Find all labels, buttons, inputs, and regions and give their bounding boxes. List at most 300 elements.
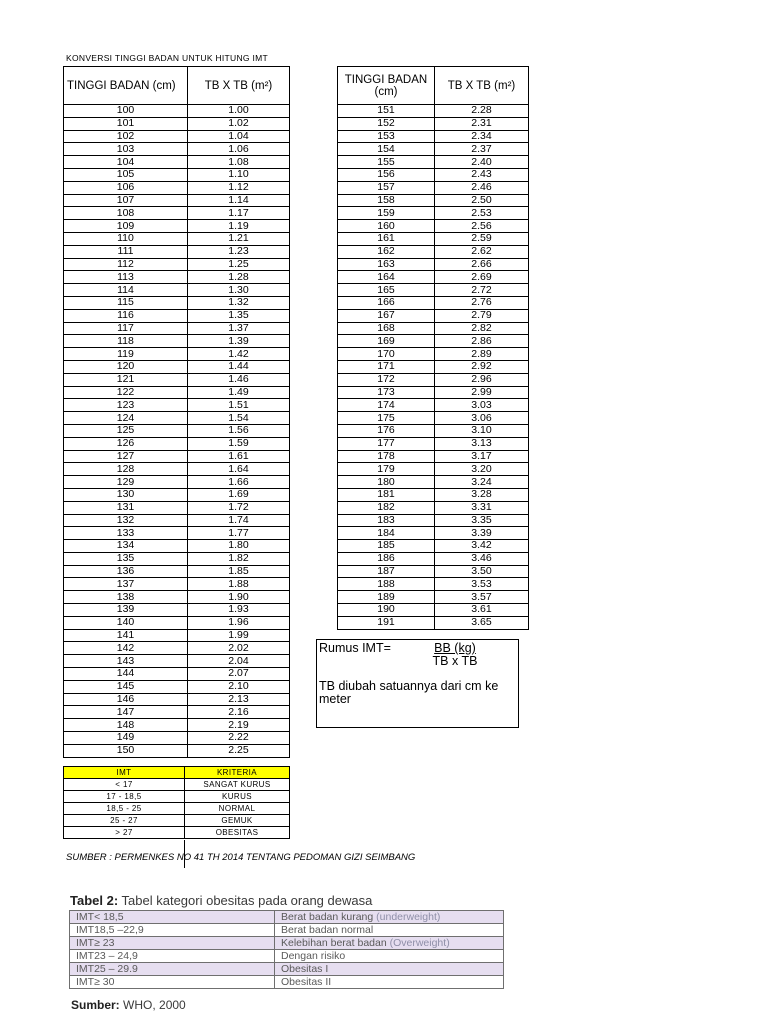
tb-squared-cell: 1.37 — [188, 322, 290, 335]
table-row — [70, 950, 504, 963]
table-row — [64, 779, 290, 791]
height-cell: 166 — [338, 296, 435, 309]
table-row — [338, 156, 529, 169]
table-row — [64, 399, 290, 412]
tb-squared-cell: 1.99 — [188, 629, 290, 642]
tb-squared-cell: 2.72 — [435, 284, 529, 297]
height-cell: 108 — [64, 207, 188, 220]
height-cell: 132 — [64, 514, 188, 527]
table-row — [338, 117, 529, 130]
height-cell: 184 — [338, 527, 435, 540]
height-cell: 145 — [64, 680, 188, 693]
height-cell: 165 — [338, 284, 435, 297]
table-row — [338, 488, 529, 501]
table-row — [338, 527, 529, 540]
table-row — [64, 360, 290, 373]
height-cell: 127 — [64, 450, 188, 463]
table-row — [64, 143, 290, 156]
table-row — [338, 168, 529, 181]
table-row — [338, 450, 529, 463]
tb-squared-cell: 1.28 — [188, 271, 290, 284]
category-text: Kelebihan berat badan — [281, 937, 387, 949]
table-row — [70, 924, 504, 937]
imt-range-cell: 18,5 - 25 — [64, 803, 185, 815]
height-cell: 144 — [64, 668, 188, 681]
tb-squared-cell: 2.07 — [188, 668, 290, 681]
height-cell: 176 — [338, 424, 435, 437]
tb-squared-cell: 1.74 — [188, 514, 290, 527]
table-row — [338, 476, 529, 489]
table-row — [338, 258, 529, 271]
tb-squared-cell: 2.34 — [435, 130, 529, 143]
category-cell — [275, 950, 504, 963]
table-row — [338, 591, 529, 604]
tb-squared-cell: 1.72 — [188, 501, 290, 514]
tb-squared-cell: 3.31 — [435, 501, 529, 514]
table-row — [64, 450, 290, 463]
table-row — [64, 501, 290, 514]
tb-squared-cell: 1.19 — [188, 220, 290, 233]
imt-range-cell: 17 - 18,5 — [64, 791, 185, 803]
table-row — [70, 963, 504, 976]
table-row — [64, 732, 290, 745]
height-cell: 155 — [338, 156, 435, 169]
tb-squared-cell: 1.30 — [188, 284, 290, 297]
table-row — [338, 373, 529, 386]
height-cell: 156 — [338, 168, 435, 181]
table-row — [64, 604, 290, 617]
tb-squared-cell: 1.64 — [188, 463, 290, 476]
tb-squared-cell: 1.17 — [188, 207, 290, 220]
table-row — [64, 791, 290, 803]
height-cell: 179 — [338, 463, 435, 476]
height-cell: 185 — [338, 540, 435, 553]
column-header-height: TINGGI BADAN (cm) — [338, 67, 435, 105]
tb-squared-cell: 1.12 — [188, 181, 290, 194]
table-row — [338, 194, 529, 207]
tb-squared-cell: 1.35 — [188, 309, 290, 322]
height-cell: 101 — [64, 117, 188, 130]
tb-squared-cell: 3.13 — [435, 437, 529, 450]
height-cell: 138 — [64, 591, 188, 604]
table-row — [338, 143, 529, 156]
tb-squared-cell: 2.10 — [188, 680, 290, 693]
tb-squared-cell: 1.96 — [188, 616, 290, 629]
category-cell — [275, 937, 504, 950]
column-header-height: TINGGI BADAN (cm) — [64, 67, 188, 105]
column-header-tb-squared: TB X TB (m²) — [435, 67, 529, 105]
criteria-cell: SANGAT KURUS — [185, 779, 290, 791]
table-row — [64, 245, 290, 258]
tb-squared-cell: 3.50 — [435, 565, 529, 578]
table-row — [338, 309, 529, 322]
height-cell: 188 — [338, 578, 435, 591]
height-cell: 100 — [64, 105, 188, 118]
table-row — [64, 322, 290, 335]
table-row — [338, 232, 529, 245]
table-row — [64, 552, 290, 565]
table-row — [64, 488, 290, 501]
height-cell: 181 — [338, 488, 435, 501]
height-cell: 148 — [64, 719, 188, 732]
table-row — [64, 194, 290, 207]
height-cell: 143 — [64, 655, 188, 668]
table-row — [64, 207, 290, 220]
tb-squared-cell: 1.69 — [188, 488, 290, 501]
height-cell: 175 — [338, 412, 435, 425]
height-cell: 187 — [338, 565, 435, 578]
height-cell: 182 — [338, 501, 435, 514]
tb-squared-cell: 1.25 — [188, 258, 290, 271]
tb-squared-cell: 1.21 — [188, 232, 290, 245]
tb-squared-cell: 1.93 — [188, 604, 290, 617]
height-cell: 147 — [64, 706, 188, 719]
height-cell: 154 — [338, 143, 435, 156]
tb-squared-cell: 2.04 — [188, 655, 290, 668]
tb-squared-cell: 1.54 — [188, 412, 290, 425]
page-title: KONVERSI TINGGI BADAN UNTUK HITUNG IMT — [66, 53, 269, 63]
table-row — [64, 591, 290, 604]
category-text: Berat badan kurang — [281, 911, 374, 923]
tb-squared-cell: 3.39 — [435, 527, 529, 540]
tb-squared-cell: 2.99 — [435, 386, 529, 399]
height-cell: 135 — [64, 552, 188, 565]
height-cell: 191 — [338, 616, 435, 629]
height-cell: 163 — [338, 258, 435, 271]
table-row — [338, 348, 529, 361]
criteria-cell: OBESITAS — [185, 827, 290, 839]
height-cell: 153 — [338, 130, 435, 143]
tb-squared-cell: 2.02 — [188, 642, 290, 655]
tb-squared-cell: 3.42 — [435, 540, 529, 553]
height-cell: 102 — [64, 130, 188, 143]
table-row — [338, 335, 529, 348]
tb-squared-cell: 3.61 — [435, 604, 529, 617]
imt-range-cell: < 17 — [64, 779, 185, 791]
height-cell: 146 — [64, 693, 188, 706]
table-row — [338, 245, 529, 258]
table-row — [70, 911, 504, 924]
tabel2-title-label: Tabel 2: — [70, 893, 119, 908]
height-cell: 125 — [64, 424, 188, 437]
category-english: (Overweight) — [386, 937, 450, 949]
height-cell: 149 — [64, 732, 188, 745]
height-cell: 168 — [338, 322, 435, 335]
height-cell: 120 — [64, 360, 188, 373]
imt-range-cell: IMT< 18,5 — [70, 911, 275, 924]
height-conversion-table-left — [63, 66, 290, 758]
table-row — [64, 693, 290, 706]
tb-squared-cell: 1.59 — [188, 437, 290, 450]
category-cell — [275, 976, 504, 989]
height-cell: 117 — [64, 322, 188, 335]
table-row — [338, 552, 529, 565]
height-cell: 160 — [338, 220, 435, 233]
tb-squared-cell: 3.57 — [435, 591, 529, 604]
height-cell: 186 — [338, 552, 435, 565]
tb-squared-cell: 3.35 — [435, 514, 529, 527]
table-row — [64, 335, 290, 348]
table-row — [64, 424, 290, 437]
table-row — [64, 271, 290, 284]
height-cell: 136 — [64, 565, 188, 578]
height-cell: 129 — [64, 476, 188, 489]
imt-range-cell: > 27 — [64, 827, 185, 839]
imt-header: IMT — [64, 767, 185, 779]
table-row — [338, 386, 529, 399]
table-row — [338, 437, 529, 450]
table-row — [64, 117, 290, 130]
tb-squared-cell: 2.31 — [435, 117, 529, 130]
tb-squared-cell: 1.23 — [188, 245, 290, 258]
height-cell: 123 — [64, 399, 188, 412]
tb-squared-cell: 2.56 — [435, 220, 529, 233]
table-row — [338, 105, 529, 118]
table-row — [64, 642, 290, 655]
height-cell: 172 — [338, 373, 435, 386]
tb-squared-cell: 3.17 — [435, 450, 529, 463]
tb-squared-cell: 1.49 — [188, 386, 290, 399]
height-cell: 177 — [338, 437, 435, 450]
tb-squared-cell: 3.28 — [435, 488, 529, 501]
imt-range-cell: IMT≥ 23 — [70, 937, 275, 950]
formula-denominator: TB x TB — [432, 654, 478, 668]
height-cell: 158 — [338, 194, 435, 207]
tb-squared-cell: 2.66 — [435, 258, 529, 271]
height-cell: 170 — [338, 348, 435, 361]
tb-squared-cell: 2.96 — [435, 373, 529, 386]
tb-squared-cell: 3.03 — [435, 399, 529, 412]
category-cell — [275, 924, 504, 937]
tb-squared-cell: 3.10 — [435, 424, 529, 437]
table-row — [338, 322, 529, 335]
table-row — [338, 412, 529, 425]
height-cell: 139 — [64, 604, 188, 617]
tb-squared-cell: 3.20 — [435, 463, 529, 476]
height-cell: 126 — [64, 437, 188, 450]
table-row — [64, 719, 290, 732]
table-row — [338, 463, 529, 476]
table-row — [64, 527, 290, 540]
table-row — [338, 514, 529, 527]
table-row — [64, 540, 290, 553]
height-conversion-table-right — [337, 66, 529, 630]
table-row — [338, 130, 529, 143]
tb-squared-cell: 1.77 — [188, 527, 290, 540]
imt-header-row — [64, 767, 290, 779]
height-cell: 133 — [64, 527, 188, 540]
table-row — [338, 604, 529, 617]
height-cell: 173 — [338, 386, 435, 399]
table-row — [64, 680, 290, 693]
height-cell: 162 — [338, 245, 435, 258]
height-cell: 141 — [64, 629, 188, 642]
imt-range-cell: IMT≥ 30 — [70, 976, 275, 989]
height-cell: 119 — [64, 348, 188, 361]
tb-squared-cell: 1.14 — [188, 194, 290, 207]
height-cell: 109 — [64, 220, 188, 233]
formula-label: Rumus IMT= — [319, 641, 391, 655]
table-row — [64, 827, 290, 839]
who-obesity-category-table — [69, 910, 504, 989]
source-note: SUMBER : PERMENKES NO 41 TH 2014 TENTANG PEDOMAN GIZI SEIMBANG — [66, 852, 416, 863]
tb-squared-cell: 1.10 — [188, 168, 290, 181]
table-row — [64, 232, 290, 245]
table-row — [338, 578, 529, 591]
height-cell: 190 — [338, 604, 435, 617]
imt-range-cell: IMT25 – 29.9 — [70, 963, 275, 976]
height-cell: 171 — [338, 360, 435, 373]
category-text: Obesitas I — [281, 963, 329, 975]
tb-squared-cell: 1.88 — [188, 578, 290, 591]
table-row — [64, 668, 290, 681]
table-row — [64, 744, 290, 757]
tb-squared-cell: 2.37 — [435, 143, 529, 156]
height-cell: 121 — [64, 373, 188, 386]
tb-squared-cell: 3.65 — [435, 616, 529, 629]
tb-squared-cell: 2.40 — [435, 156, 529, 169]
height-cell: 167 — [338, 309, 435, 322]
tb-squared-cell: 2.22 — [188, 732, 290, 745]
table-row — [64, 130, 290, 143]
height-cell: 183 — [338, 514, 435, 527]
table-row — [64, 309, 290, 322]
criteria-cell: NORMAL — [185, 803, 290, 815]
tb-squared-cell: 2.92 — [435, 360, 529, 373]
table-row — [64, 655, 290, 668]
table-row — [338, 616, 529, 629]
tb-squared-cell: 2.79 — [435, 309, 529, 322]
formula-numerator: BB (kg) — [434, 641, 476, 655]
tb-squared-cell: 1.90 — [188, 591, 290, 604]
table-row — [338, 271, 529, 284]
height-cell: 140 — [64, 616, 188, 629]
table-row — [70, 976, 504, 989]
who-source — [71, 998, 186, 1012]
table-row — [64, 815, 290, 827]
height-cell: 110 — [64, 232, 188, 245]
height-cell: 114 — [64, 284, 188, 297]
table-row — [64, 156, 290, 169]
height-cell: 151 — [338, 105, 435, 118]
imt-range-cell: IMT18,5 –22,9 — [70, 924, 275, 937]
tb-squared-cell: 1.32 — [188, 296, 290, 309]
tb-squared-cell: 1.08 — [188, 156, 290, 169]
table-row — [64, 258, 290, 271]
category-text: Obesitas II — [281, 976, 332, 988]
table-row — [64, 181, 290, 194]
table-row — [64, 476, 290, 489]
formula-note: TB diubah satuannya dari cm ke meter — [319, 679, 499, 706]
height-cell: 169 — [338, 335, 435, 348]
table-row — [338, 399, 529, 412]
height-cell: 116 — [64, 309, 188, 322]
table-row — [64, 616, 290, 629]
height-cell: 159 — [338, 207, 435, 220]
table-row — [64, 105, 290, 118]
tb-squared-cell: 1.44 — [188, 360, 290, 373]
table-row — [64, 514, 290, 527]
tb-squared-cell: 2.19 — [188, 719, 290, 732]
height-cell: 157 — [338, 181, 435, 194]
tb-squared-cell: 2.62 — [435, 245, 529, 258]
height-cell: 112 — [64, 258, 188, 271]
height-cell: 118 — [64, 335, 188, 348]
tb-squared-cell: 2.76 — [435, 296, 529, 309]
criteria-header: KRITERIA — [185, 767, 290, 779]
tb-squared-cell: 1.66 — [188, 476, 290, 489]
table-row — [64, 578, 290, 591]
criteria-cell: KURUS — [185, 791, 290, 803]
height-cell: 178 — [338, 450, 435, 463]
imt-formula-box — [316, 639, 519, 728]
table-row — [338, 424, 529, 437]
tb-squared-cell: 2.86 — [435, 335, 529, 348]
height-cell: 134 — [64, 540, 188, 553]
category-text: Dengan risiko — [281, 950, 346, 962]
table-row — [64, 220, 290, 233]
tabel2-title — [70, 893, 372, 908]
height-cell: 164 — [338, 271, 435, 284]
tb-squared-cell: 2.59 — [435, 232, 529, 245]
tb-squared-cell: 3.06 — [435, 412, 529, 425]
tb-squared-cell: 1.06 — [188, 143, 290, 156]
height-cell: 122 — [64, 386, 188, 399]
category-cell — [275, 911, 504, 924]
table-row — [338, 360, 529, 373]
tb-squared-cell: 3.53 — [435, 578, 529, 591]
height-cell: 152 — [338, 117, 435, 130]
imt-range-cell: IMT23 – 24,9 — [70, 950, 275, 963]
category-text: Berat badan normal — [281, 924, 374, 936]
height-cell: 105 — [64, 168, 188, 181]
tb-squared-cell: 3.24 — [435, 476, 529, 489]
height-cell: 113 — [64, 271, 188, 284]
height-cell: 107 — [64, 194, 188, 207]
table-row — [64, 565, 290, 578]
height-cell: 115 — [64, 296, 188, 309]
height-cell: 131 — [64, 501, 188, 514]
height-cell: 130 — [64, 488, 188, 501]
table-row — [338, 220, 529, 233]
tb-squared-cell: 1.51 — [188, 399, 290, 412]
height-cell: 106 — [64, 181, 188, 194]
tb-squared-cell: 2.50 — [435, 194, 529, 207]
who-source-text: WHO, 2000 — [119, 998, 186, 1012]
height-cell: 150 — [64, 744, 188, 757]
tb-squared-cell: 2.46 — [435, 181, 529, 194]
height-cell: 174 — [338, 399, 435, 412]
tb-squared-cell: 2.13 — [188, 693, 290, 706]
table-row — [338, 565, 529, 578]
column-header-tb-squared: TB X TB (m²) — [188, 67, 290, 105]
table-row — [64, 706, 290, 719]
tb-squared-cell: 3.46 — [435, 552, 529, 565]
table-row — [64, 386, 290, 399]
tb-squared-cell: 1.85 — [188, 565, 290, 578]
height-cell: 111 — [64, 245, 188, 258]
height-cell: 137 — [64, 578, 188, 591]
height-cell: 104 — [64, 156, 188, 169]
tb-squared-cell: 2.43 — [435, 168, 529, 181]
table-row — [338, 207, 529, 220]
height-cell: 103 — [64, 143, 188, 156]
table-row — [64, 296, 290, 309]
tb-squared-cell: 1.82 — [188, 552, 290, 565]
tb-squared-cell: 1.80 — [188, 540, 290, 553]
tb-squared-cell: 1.56 — [188, 424, 290, 437]
tb-squared-cell: 1.39 — [188, 335, 290, 348]
